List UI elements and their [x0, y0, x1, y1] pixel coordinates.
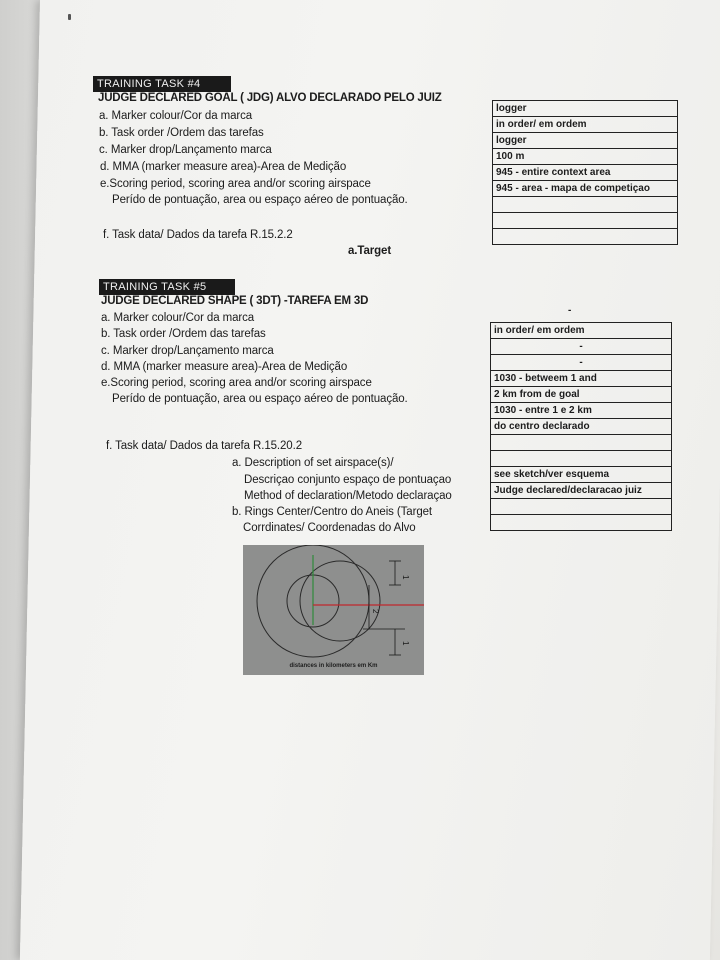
task5-item-f-a2: Descriçao conjunto espaço de pontuaçao [244, 474, 452, 486]
task5-item-a: a. Marker colour/Cor da marca [101, 312, 255, 324]
task5-answer-cell: - [491, 339, 672, 355]
dim-label-top: 1 [401, 575, 410, 580]
rings-sketch-svg [243, 545, 424, 675]
dim-label-middle: 2 [371, 609, 380, 614]
task5-item-d: d. MMA (marker measure area)-Area de Medição [101, 361, 348, 373]
task5-answer-cell: 1030 - entre 1 e 2 km [491, 403, 672, 419]
rings-sketch-caption: distances in kilometers em Km [289, 663, 378, 669]
task5-item-f-b: b. Rings Center/Centro do Aneis (Target [232, 506, 433, 518]
task5-item-f-a: a. Description of set airspace(s)/ [232, 457, 394, 469]
task4-answer-cell: logger [493, 101, 678, 117]
task5-answer-cell [491, 499, 672, 515]
task5-answer-table [490, 322, 672, 531]
task4-item-c: c. Marker drop/Lançamento marca [99, 144, 272, 156]
task5-answer-cell: in order/ em ordem [491, 323, 672, 339]
task5-item-f-a3: Method of declaration/Metodo declaraçao [244, 490, 452, 502]
task5-item-e2: Perído de pontuação, area ou espaço aéreo de pontuação. [112, 393, 408, 405]
task5-answer-cell: 1030 - betweem 1 and [491, 371, 672, 387]
task4-item-d: d. MMA (marker measure area)-Area de Medição [100, 161, 347, 173]
task5-answer-cell [491, 435, 672, 451]
task5-item-f: f. Task data/ Dados da tarefa R.15.20.2 [106, 440, 302, 452]
task4-answer-cell: logger [493, 133, 678, 149]
task4-item-a: a. Marker colour/Cor da marca [99, 110, 253, 122]
task4-item-b: b. Task order /Ordem das tarefas [99, 127, 264, 139]
task4-answer-cell [493, 213, 678, 229]
task5-answer-cell [491, 515, 672, 531]
task5-answer-cell: do centro declarado [491, 419, 672, 435]
task4-answer-cell: in order/ em ordem [493, 117, 678, 133]
task5-item-e: e.Scoring period, scoring area and/or scoring airspace [101, 377, 372, 389]
task4-item-f-a: a.Target [348, 245, 392, 257]
task4-answer-table [492, 100, 678, 245]
task4-item-f: f. Task data/ Dados da tarefa R.15.2.2 [103, 229, 293, 241]
task5-answer-above: - [568, 305, 572, 316]
task5-header: TRAINING TASK #5 [99, 279, 235, 295]
task4-item-e2: Perído de pontuação, area ou espaço aéreo de pontuação. [112, 194, 408, 206]
staple [68, 14, 71, 20]
dim-label-bottom: 1 [401, 641, 410, 646]
rings-sketch [243, 545, 424, 675]
task4-answer-cell [493, 197, 678, 213]
task4-answer-cell: 945 - entire context area [493, 165, 678, 181]
task4-answer-cell: 945 - area - mapa de competiçao [493, 181, 678, 197]
task5-title: JUDGE DECLARED SHAPE ( 3DT) -TAREFA EM 3D [101, 295, 369, 307]
task5-answer-cell: Judge declared/declaracao juiz [491, 483, 672, 499]
task5-item-b: b. Task order /Ordem das tarefas [101, 328, 266, 340]
task4-item-e: e.Scoring period, scoring area and/or scoring airspace [100, 178, 371, 190]
task5-answer-cell: see sketch/ver esquema [491, 467, 672, 483]
task4-answer-cell: 100 m [493, 149, 678, 165]
task4-header: TRAINING TASK #4 [93, 76, 231, 92]
task5-item-c: c. Marker drop/Lançamento marca [101, 345, 274, 357]
task5-answer-cell: 2 km from de goal [491, 387, 672, 403]
task4-title: JUDGE DECLARED GOAL ( JDG) ALVO DECLARADO PELO JUIZ [98, 92, 442, 104]
task5-item-f-b2: Corrdinates/ Coordenadas do Alvo [243, 522, 416, 534]
task5-answer-cell: - [491, 355, 672, 371]
task4-answer-cell [493, 229, 678, 245]
task5-answer-cell [491, 451, 672, 467]
